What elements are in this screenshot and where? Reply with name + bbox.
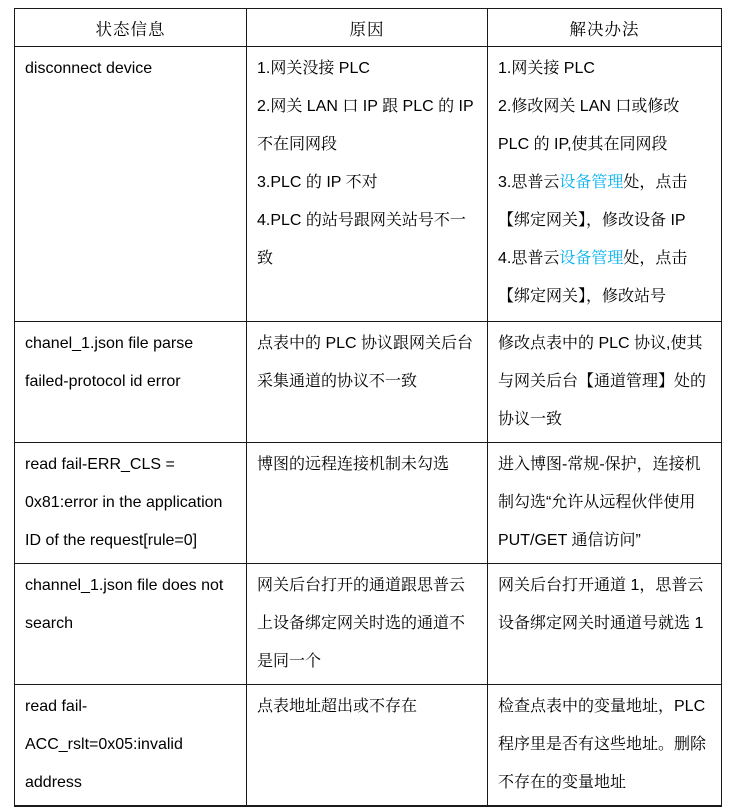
status-cell: [15, 47, 247, 322]
cause-cell: [247, 322, 488, 443]
cause-cell: [247, 443, 488, 564]
solution-cell: [488, 443, 722, 564]
paragraph: 1.网关没接 PLC: [257, 60, 370, 77]
paragraph: 修改点表中的 PLC 协议,使其与网关后台【通道管理】处的协议一致: [498, 335, 707, 428]
paragraph: 3.PLC 的 IP 不对: [257, 174, 378, 191]
paragraph: 点表中的 PLC 协议跟网关后台采集通道的协议不一致: [257, 335, 474, 390]
column-header-solution: 解决办法: [488, 9, 722, 47]
paragraph: read fail-ACC_rslt=0x05:invalid address: [25, 698, 183, 791]
highlighted-term: 设备管理: [559, 250, 624, 267]
paragraph: 4.思普云设备管理处，点击【绑定网关】，修改站号: [498, 250, 688, 305]
solution-cell: [488, 685, 722, 807]
table-row: [15, 443, 722, 564]
cause-cell: [247, 564, 488, 685]
status-cell: [15, 564, 247, 685]
table-row: [15, 322, 722, 443]
table-row: [15, 47, 722, 322]
paragraph: 博图的远程连接机制未勾选: [257, 456, 450, 473]
solution-cell: [488, 47, 722, 322]
status-cell: [15, 685, 247, 807]
cause-cell: [247, 47, 488, 322]
paragraph: 1.网关接 PLC: [498, 60, 595, 77]
paragraph: disconnect device: [25, 60, 153, 77]
paragraph: 2.修改网关 LAN 口或修改 PLC 的 IP,使其在同网段: [498, 98, 680, 153]
table-row: [15, 685, 722, 807]
header-row: [15, 9, 722, 47]
paragraph: chanel_1.json file parse failed-protocol id error: [25, 335, 194, 390]
table-body: [15, 47, 722, 807]
column-header-cause: 原因: [247, 9, 488, 47]
paragraph: channel_1.json file does not search: [25, 577, 224, 632]
column-header-status: 状态信息: [15, 9, 247, 47]
troubleshooting-table: [14, 8, 722, 807]
paragraph: 网关后台打开的通道跟思普云上设备绑定网关时选的通道不是同一个: [257, 577, 466, 670]
paragraph: read fail-ERR_CLS = 0x81:error in the application ID of the request[rule=0]: [25, 456, 223, 549]
paragraph: 网关后台打开通道 1，思普云设备绑定网关时通道号就选 1: [498, 577, 704, 632]
solution-cell: [488, 564, 722, 685]
paragraph: 检查点表中的变量地址，PLC 程序里是否有这些地址。删除不存在的变量地址: [498, 698, 707, 791]
status-cell: [15, 322, 247, 443]
paragraph: 进入博图-常规-保护，连接机制勾选“允许从远程伙伴使用 PUT/GET 通信访问”: [498, 456, 701, 549]
paragraph: 3.思普云设备管理处，点击【绑定网关】，修改设备 IP: [498, 174, 688, 229]
paragraph: 点表地址超出或不存在: [257, 698, 418, 715]
paragraph: 4.PLC 的站号跟网关站号不一致: [257, 212, 466, 267]
cause-cell: [247, 685, 488, 807]
paragraph: 2.网关 LAN 口 IP 跟 PLC 的 IP 不在同网段: [257, 98, 474, 153]
table-row: [15, 564, 722, 685]
solution-cell: [488, 322, 722, 443]
highlighted-term: 设备管理: [559, 174, 624, 191]
status-cell: [15, 443, 247, 564]
